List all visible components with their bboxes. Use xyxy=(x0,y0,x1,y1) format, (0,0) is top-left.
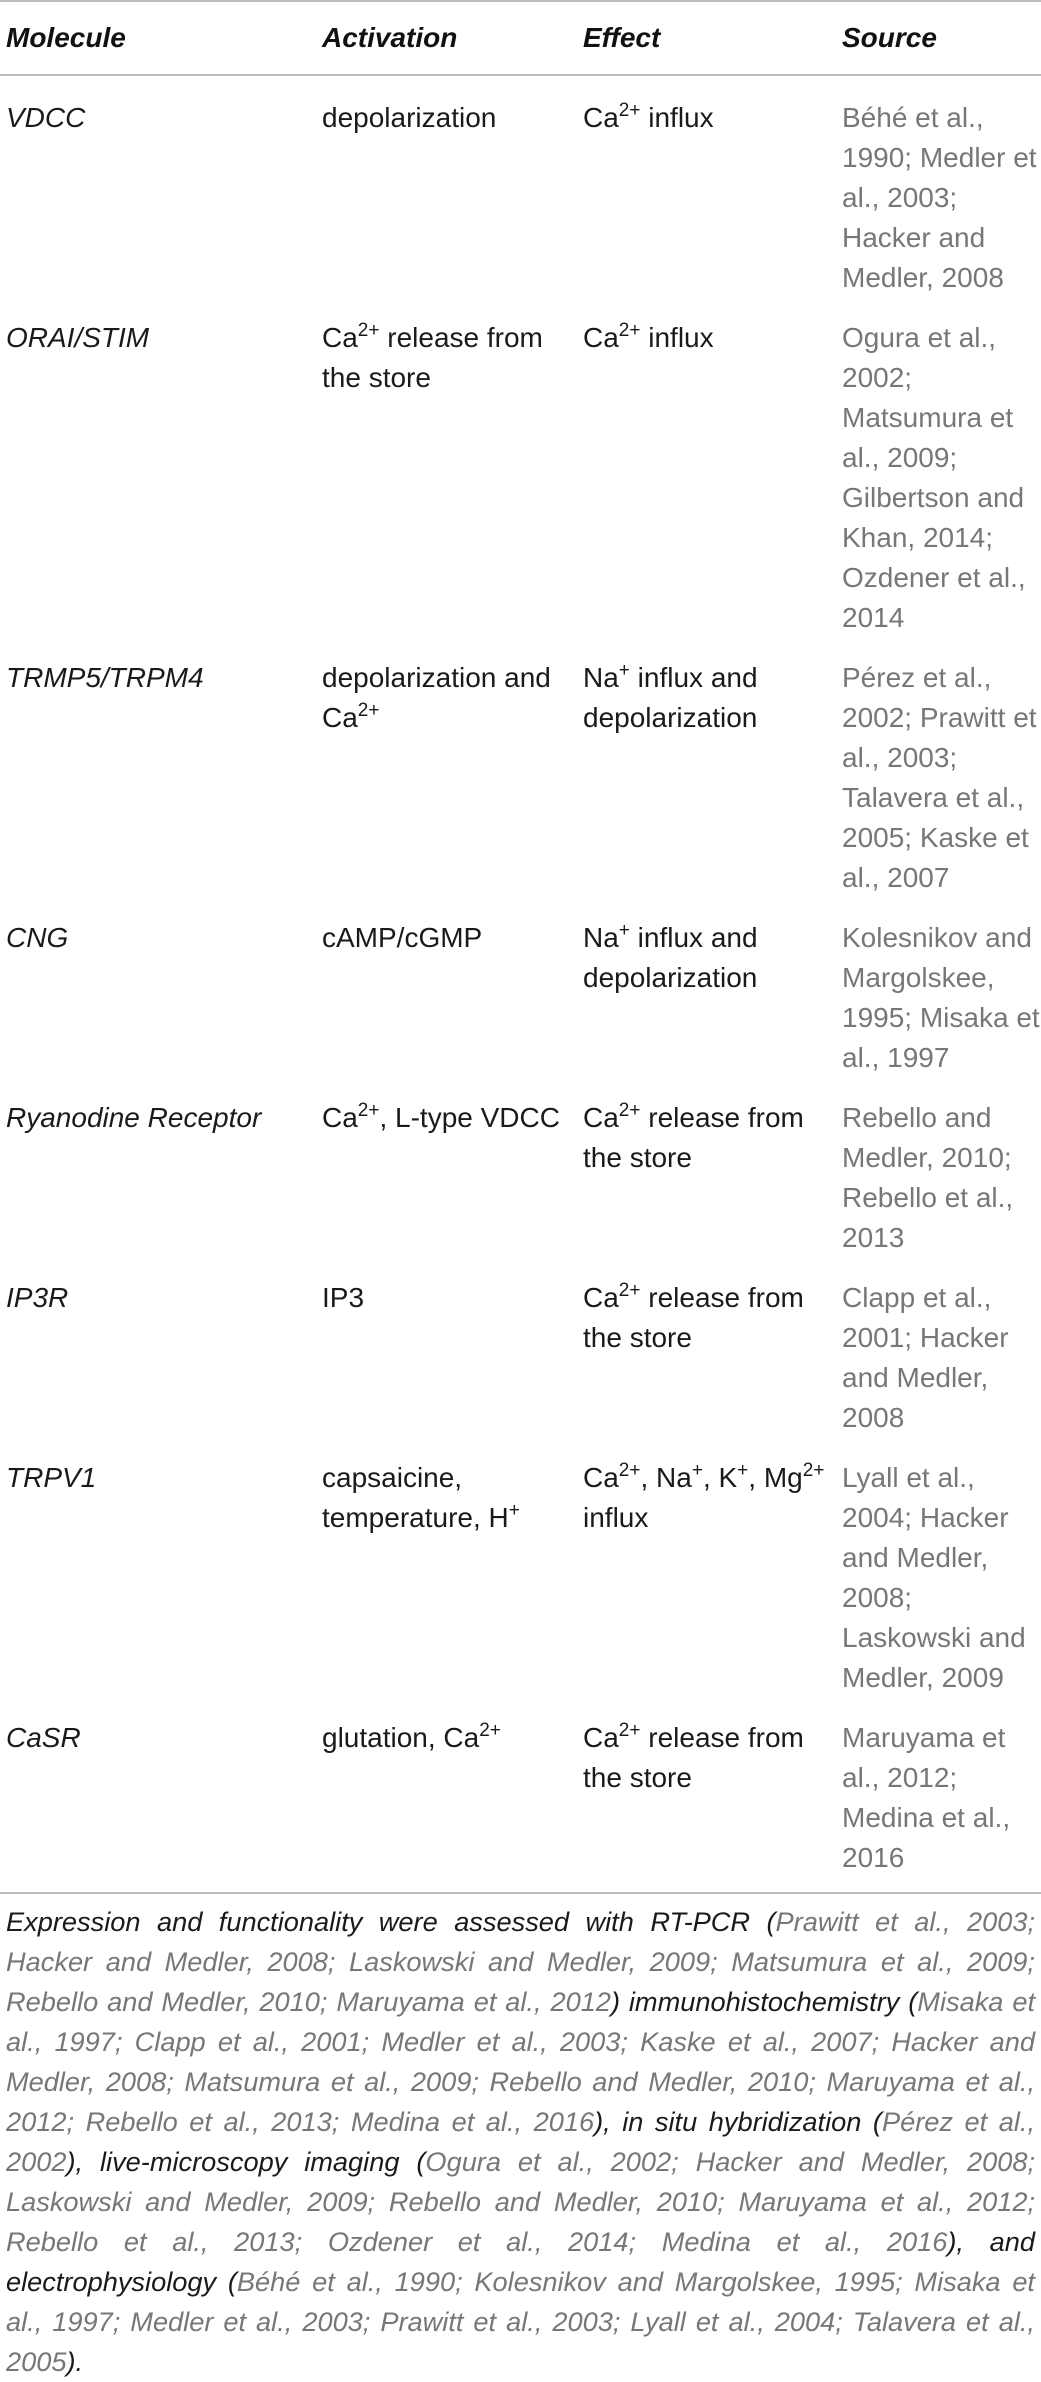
cell-source: Clapp et al., 2001; Hacker and Medler, 2008 xyxy=(842,1282,1009,1433)
cell-effect xyxy=(577,1704,836,1893)
superscript: 2+ xyxy=(479,1719,501,1741)
cell-text: , L-type VDCC xyxy=(379,1102,560,1133)
cell-activation xyxy=(316,75,577,304)
table-row xyxy=(0,644,1041,904)
cell-text: depolarization xyxy=(322,102,497,133)
cell-text: IP3 xyxy=(322,1282,365,1313)
table-header-row xyxy=(0,1,1041,75)
superscript: 2+ xyxy=(618,1099,641,1121)
cell-effect xyxy=(577,644,836,904)
cell-text: influx xyxy=(583,1502,649,1533)
footnote-text: ) immunohistochemistry ( xyxy=(610,1986,918,2017)
cell-text: release from the store xyxy=(583,1102,804,1173)
cell-effect xyxy=(577,1444,836,1704)
cell-text: Ca xyxy=(322,322,358,353)
superscript: + xyxy=(737,1459,749,1481)
cell-molecule: CNG xyxy=(6,922,69,953)
footnote-citation: Misaka et al., 1997; Clapp et al., 2001; Medler et al., 2003; Kaske et al., 2007; Hacker and Medler, 2008; Matsumura et al., 2009; Rebello and Medler, 2010; Maruyama et al., 2012; Rebello et al., 2013; Medina et al., 2016 xyxy=(6,1986,1035,2137)
cell-text: Ca xyxy=(583,1462,619,1493)
cell-source: Kolesnikov and Margolskee, 1995; Misaka et al., 1997 xyxy=(842,922,1040,1073)
superscript: + xyxy=(691,1459,703,1481)
header-molecule: Molecule xyxy=(0,1,316,75)
cell-molecule: ORAI/STIM xyxy=(6,322,150,353)
superscript: + xyxy=(508,1499,520,1521)
table-row xyxy=(0,1704,1041,1893)
cell-activation xyxy=(316,904,577,1084)
cell-text: cAMP/cGMP xyxy=(322,922,483,953)
cell-activation xyxy=(316,1264,577,1444)
superscript: 2+ xyxy=(618,1459,641,1481)
cell-molecule: VDCC xyxy=(6,102,86,133)
cell-activation xyxy=(316,304,577,644)
footnote-text: ), live-microscopy imaging ( xyxy=(66,2146,426,2177)
cell-text: , K xyxy=(702,1462,738,1493)
cell-text: glutation, Ca xyxy=(322,1722,480,1753)
superscript: 2+ xyxy=(357,699,380,721)
cell-text: depolarization and Ca xyxy=(322,662,551,733)
superscript: + xyxy=(618,919,630,941)
cell-activation xyxy=(316,1444,577,1704)
cell-text: influx xyxy=(640,322,714,353)
cell-source: Maruyama et al., 2012; Medina et al., 2016 xyxy=(836,1704,1041,1893)
superscript: 2+ xyxy=(618,319,641,341)
cell-text: Ca xyxy=(583,322,619,353)
cell-effect xyxy=(577,1084,836,1264)
header-activation: Activation xyxy=(316,1,577,75)
cell-activation xyxy=(316,1704,577,1893)
header-effect: Effect xyxy=(577,1,836,75)
cell-text: Na xyxy=(583,922,619,953)
cell-source: Pérez et al., 2002; Prawitt et al., 2003; Talavera et al., 2005; Kaske et al., 2007 xyxy=(842,662,1037,893)
table-row xyxy=(0,904,1041,1084)
cell-molecule: Ryanodine Receptor xyxy=(6,1102,262,1133)
superscript: 2+ xyxy=(357,1099,380,1121)
cell-molecule: TRPV1 xyxy=(6,1462,97,1493)
superscript: 2+ xyxy=(618,1719,641,1741)
cell-text: capsaicine, temperature, H xyxy=(322,1462,509,1533)
superscript: 2+ xyxy=(357,319,380,341)
cell-text: influx xyxy=(640,102,714,133)
cell-text: Na xyxy=(583,662,619,693)
table-footnote xyxy=(0,1894,1041,2382)
table-row xyxy=(0,1084,1041,1264)
cell-text: Ca xyxy=(583,1722,619,1753)
table-row xyxy=(0,1264,1041,1444)
cell-molecule: TRMP5/TRPM4 xyxy=(6,662,204,693)
cell-text: release from the store xyxy=(322,322,543,393)
cell-effect xyxy=(577,75,836,304)
cell-source: Lyall et al., 2004; Hacker and Medler, 2008; Laskowski and Medler, 2009 xyxy=(842,1462,1026,1693)
footnote-text: ). xyxy=(66,2346,84,2377)
table-row xyxy=(0,304,1041,644)
superscript: + xyxy=(618,659,630,681)
cell-molecule: IP3R xyxy=(6,1282,69,1313)
cell-text: , Na xyxy=(640,1462,692,1493)
cell-source: Ogura et al., 2002; Matsumura et al., 2009; Gilbertson and Khan, 2014; Ozdener et al., 2014 xyxy=(842,322,1026,633)
cell-activation xyxy=(316,1084,577,1264)
cell-text: release from the store xyxy=(583,1282,804,1353)
cell-source: Rebello and Medler, 2010; Rebello et al., 2013 xyxy=(842,1102,1014,1253)
footnote-text: Expression and functionality were assessed with RT-PCR ( xyxy=(6,1906,776,1937)
table-row xyxy=(0,1444,1041,1704)
cell-activation xyxy=(316,644,577,904)
cell-text: Ca xyxy=(583,102,619,133)
footnote-citation: Prawitt et al., 2003; Hacker and Medler, 2008; Laskowski and Medler, 2009; Matsumura et al., 2009; Rebello and Medler, 2010; Maruyama et al., 2012 xyxy=(6,1906,1035,2017)
cell-source: Béhé et al., 1990; Medler et al., 2003; Hacker and Medler, 2008 xyxy=(842,102,1037,293)
footnote-citation: Ogura et al., 2002; Hacker and Medler, 2008; Laskowski and Medler, 2009; Rebello and Medler, 2010; Maruyama et al., 2012; Rebello et al., 2013; Ozdener et al., 2014; Medina et al., 2016 xyxy=(6,2146,1035,2257)
footnote-citation: Pérez et al., 2002 xyxy=(6,2106,1035,2177)
footnote-text: ), in situ hybridization ( xyxy=(594,2106,882,2137)
header-source: Source xyxy=(836,1,1041,75)
cell-text: Ca xyxy=(322,1102,358,1133)
cell-text: influx and depolarization xyxy=(583,922,758,993)
cell-text: influx and depolarization xyxy=(583,662,758,733)
cell-text: Ca xyxy=(583,1102,619,1133)
cell-text: Ca xyxy=(583,1282,619,1313)
footnote-text: ), and electrophysiology ( xyxy=(6,2226,1035,2297)
cell-text: , Mg xyxy=(748,1462,803,1493)
superscript: 2+ xyxy=(618,99,641,121)
superscript: 2+ xyxy=(618,1279,641,1301)
superscript: 2+ xyxy=(802,1459,825,1481)
cell-molecule: CaSR xyxy=(0,1704,316,1893)
cell-effect xyxy=(577,1264,836,1444)
table-body xyxy=(0,75,1041,1893)
cell-effect xyxy=(577,904,836,1084)
cell-text: release from the store xyxy=(583,1722,804,1793)
table-row xyxy=(0,75,1041,304)
cell-effect xyxy=(577,304,836,644)
footnote-citation: Béhé et al., 1990; Kolesnikov and Margolskee, 1995; Misaka et al., 1997; Medler et al., 2003; Prawitt et al., 2003; Lyall et al., 2004; Talavera et al., 2005 xyxy=(6,2266,1035,2377)
